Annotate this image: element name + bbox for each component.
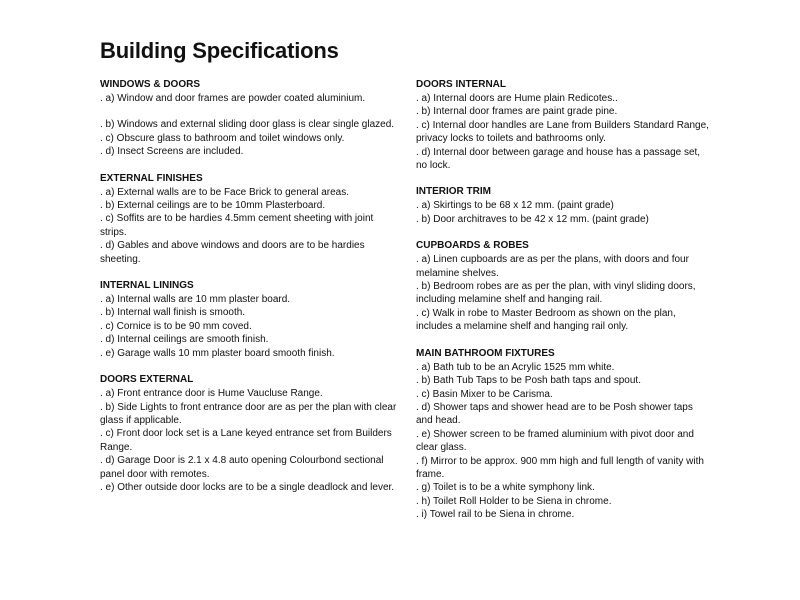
spec-item: . c) Cornice is to be 90 mm coved. (100, 320, 252, 332)
section-heading: EXTERNAL FINISHES (100, 172, 203, 184)
section-heading: CUPBOARDS & ROBES (416, 240, 529, 252)
spec-item: . a) Internal doors are Hume plain Redicotes.. (416, 93, 618, 104)
section-interior-trim (416, 185, 712, 226)
spec-item: . g) Toilet is to be a white symphony link. (416, 482, 595, 494)
spec-item: . b) Windows and external sliding door glass is clear single glazed. (100, 119, 395, 131)
spec-item: . i) Towel rail to be Siena in chrome. (416, 509, 575, 521)
spec-item: . d) Shower taps and shower head are to be Posh shower taps and head. (416, 401, 693, 427)
spec-item: . c) Walk in robe to Master Bedroom as shown on the plan, includes a melamine shelf and hanging rail only. (416, 307, 676, 333)
spec-item: . a) Window and door frames are powder coated aluminium. (100, 93, 366, 104)
spec-item: . a) Linen cupboards are as per the plans, with doors and four melamine shelves. (416, 254, 689, 279)
spec-item: . a) Bath tub to be an Acrylic 1525 mm white. (416, 361, 615, 373)
section-windows-doors (100, 78, 400, 159)
section-heading: DOORS INTERNAL (416, 79, 506, 90)
spec-item: . c) Basin Mixer to be Carisma. (416, 388, 553, 400)
spec-item: . h) Toilet Roll Holder to be Siena in chrome. (416, 495, 612, 507)
section-cupboards-robes (416, 239, 712, 333)
spec-item: . d) Insect Screens are included. (100, 146, 244, 158)
spec-item: . b) Bedroom robes are as per the plan, with vinyl sliding doors, including melamine shelf and hanging rail. (416, 281, 696, 306)
left-column (100, 78, 400, 507)
spec-item: . e) Other outside door locks are to be a single deadlock and lever. (100, 481, 395, 493)
section-doors-internal (416, 78, 712, 172)
spec-item: . c) Soffits are to be hardies 4.5mm cement sheeting with joint strips. (100, 213, 374, 238)
spec-item: . b) External ceilings are to be 10mm Plasterboard. (100, 200, 326, 212)
spec-item: . f) Mirror to be approx. 900 mm high and full length of vanity with frame. (416, 455, 704, 480)
right-column (416, 78, 712, 535)
spec-item: . d) Internal ceilings are smooth finish. (100, 334, 269, 346)
spec-item: . d) Gables and above windows and doors are to be hardies sheeting. (100, 240, 365, 265)
section-heading: WINDOWS & DOORS (100, 79, 200, 90)
page-title: Building Specifications (100, 38, 339, 63)
spec-item: . a) Internal walls are 10 mm plaster board. (100, 294, 291, 306)
section-doors-external (100, 373, 400, 494)
spec-item: . e) Garage walls 10 mm plaster board smooth finish. (100, 347, 335, 359)
spec-item: . c) Internal door handles are Lane from Builders Standard Range, privacy locks to toilets and bathrooms only. (416, 119, 709, 145)
spec-item: . e) Shower screen to be framed aluminium with pivot door and clear glass. (416, 428, 694, 454)
spec-item: . a) External walls are to be Face Brick to general areas. (100, 186, 350, 198)
spec-item: . c) Front door lock set is a Lane keyed entrance set from Builders Range. (100, 428, 392, 453)
section-main-bathroom-fixtures (416, 347, 712, 522)
section-external-finishes (100, 172, 400, 266)
spec-item: . b) Side Lights to front entrance door are as per the plan with clear glass if applicable. (100, 401, 397, 426)
spec-item: . d) Garage Door is 2.1 x 4.8 auto opening Colourbond sectional panel door with remotes. (100, 455, 384, 480)
section-heading: INTERIOR TRIM (416, 186, 491, 198)
spec-item: . b) Internal door frames are paint grade pine. (416, 106, 618, 118)
spec-item: . b) Bath Tub Taps to be Posh bath taps and spout. (416, 375, 641, 387)
section-heading: INTERNAL LININGS (100, 280, 194, 292)
spec-item: . a) Skirtings to be 68 x 12 mm. (paint grade) (416, 200, 614, 212)
spec-item: . d) Internal door between garage and house has a passage set, no lock. (416, 146, 701, 172)
spec-item: . b) Door architraves to be 42 x 12 mm. (paint grade) (416, 213, 649, 225)
section-heading: MAIN BATHROOM FIXTURES (416, 347, 555, 359)
spec-item: . a) Front entrance door is Hume Vaucluse Range. (100, 388, 323, 400)
spec-item: . b) Internal wall finish is smooth. (100, 307, 246, 319)
section-internal-linings (100, 279, 400, 360)
spec-item: . c) Obscure glass to bathroom and toilet windows only. (100, 132, 345, 144)
section-heading: DOORS EXTERNAL (100, 374, 194, 386)
